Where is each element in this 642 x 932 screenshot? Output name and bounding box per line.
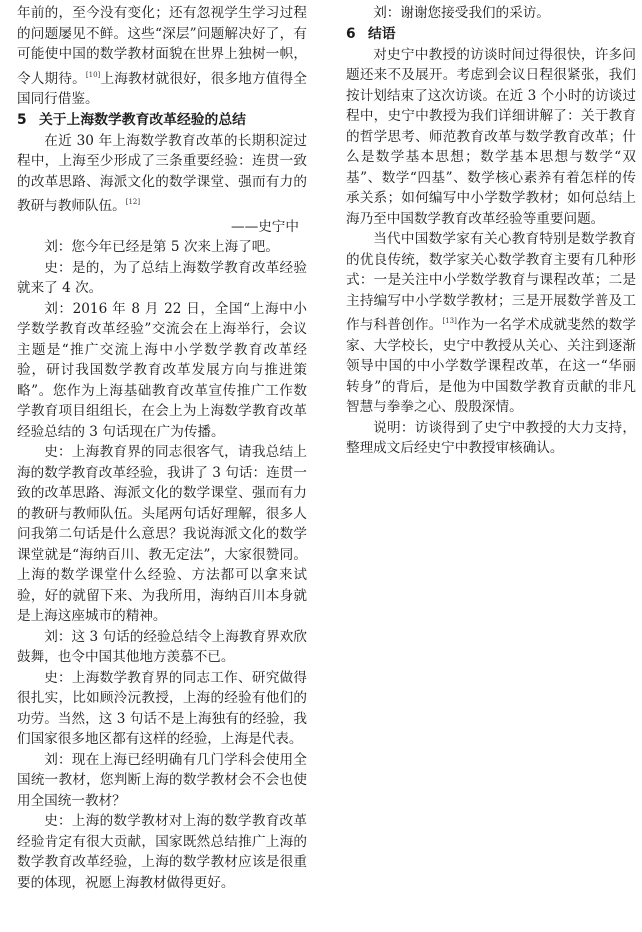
interview-shi-4: 史：上海的数学教材对上海的数学教育改革经验肯定有很大贡献，国家既然总结推广上海的数学教育改革经验，上海的数学教材应该是很重要的体现，祝愿上海教材做得更好。 <box>17 813 307 891</box>
interview-shi-3: 史：上海数学教育界的同志工作、研究做得很扎实，比如顾泠沅教授，上海的经验有他们的功劳。当然，这 3 句话不是上海独有的经验，我们国家很多地区都有这样的经验，上海是代表。 <box>17 669 307 747</box>
left-column <box>17 3 307 893</box>
paragraph-conclusion-1: 对史宁中教授的访谈时间过得很快，许多问题还来不及展开。考虑到会议日程很紧张，我们按计划结束了这次访谈。在近 3 个小时的访谈过程中，史宁中教授为我们详细讲解了：关于教育的哲学思考、师范教育改革与数学教育改革；什么是数学基本思想；数学基本思想与数学“双基”、数学“四基”、数学核心素养有着怎样的传承关系；如何编写中小学数学教材；如何总结上海乃至中国数学教育改革经验等重要问题。 <box>346 46 636 227</box>
citation-ref: [12] <box>125 198 141 206</box>
interview-liu-1: 刘：您今年已经是第 5 次来上海了吧。 <box>44 239 279 255</box>
citation-ref: [13] <box>442 317 457 325</box>
paragraph-summary: 在近 30 年上海数学教育改革的长期积淀过程中，上海至少形成了三条重要经验：连贯一致的改革思路、海派文化的数学课堂、强而有力的教研与教师队伍。[12] <box>17 132 307 214</box>
paragraph-note: 说明：访谈得到了史宁中教授的大力支持，整理成文后经史宁中教授审核确认。 <box>346 419 636 456</box>
section-heading-5: 5 关于上海数学教育改革经验的总结 <box>17 111 246 128</box>
interview-liu-5: 刘：谢谢您接受我们的采访。 <box>373 5 550 21</box>
paragraph-conclusion-2: 当代中国数学家有关心教育特别是数学教育的优良传统，数学家关心数学教育主要有几种形式：一是关注中小学数学教育与课程改革；二是主持编写中小学数学教材；三是开展数学普及工作与科普创作。[13]作为一名学术成就斐然的数学家、大学校长，史宁中教授从关心、关注到逐渐领导中国的中小学数学课程改革，在这一“华丽转身”的背后，是他为中国数学教育贡献的非凡智慧与拳拳之心、殷殷深情。 <box>346 231 636 415</box>
author-signature: ——史宁中 <box>231 218 299 235</box>
paragraph-continued: 年前的，至今没有变化；还有忽视学生学习过程的问题屡见不鲜。这些“深层”问题解决好了，有可能使中国的数学教材面貌在世界上独树一帜，令人期待。[10]上海教材就很好，很多地方值得全国同行借鉴。 <box>17 5 307 107</box>
interview-liu-4: 刘：现在上海已经明确有几门学科会使用全国统一教材，您判断上海的数学教材会不会也使用全国统一教材？ <box>17 751 307 809</box>
interview-shi-2: 史：上海教育界的同志很客气，请我总结上海的数学教育改革经验，我讲了 3 句话：连贯一致的改革思路、海派文化的数学课堂、强而有力的教研与教师队伍。头尾两句话好理解，很多人问我第二句话是什么意思？我说海派文化的数学课堂就是“海纳百川、教无定法”，大家很赞同。上海的数学课堂什么经验、方法都可以拿来试验，好的就留下来、为我所用，海纳百川本身就是上海这座城市的精神。 <box>17 444 307 624</box>
right-column <box>346 3 636 459</box>
interview-shi-1: 史：是的，为了总结上海数学教育改革经验就来了 4 次。 <box>17 259 307 296</box>
citation-ref: [10] <box>85 70 101 79</box>
interview-liu-3: 刘：这 3 句话的经验总结令上海教育界欢欣鼓舞，也令中国其他地方羡慕不已。 <box>17 628 307 665</box>
section-heading-6: 6 结语 <box>346 25 396 42</box>
interview-liu-2: 刘：2016 年 8 月 22 日，全国“上海中小学数学教育改革经验”交流会在上海举行，会议主题是“推广交流上海中小学数学教育改革经验，研讨我国数学教育改革发展方向与推进策略”。您作为上海基础教育改革宣传推广工作数学教育项目组组长，在会上为上海数学教育改革经验总结的 3 句话现在广为传播。 <box>17 300 307 440</box>
